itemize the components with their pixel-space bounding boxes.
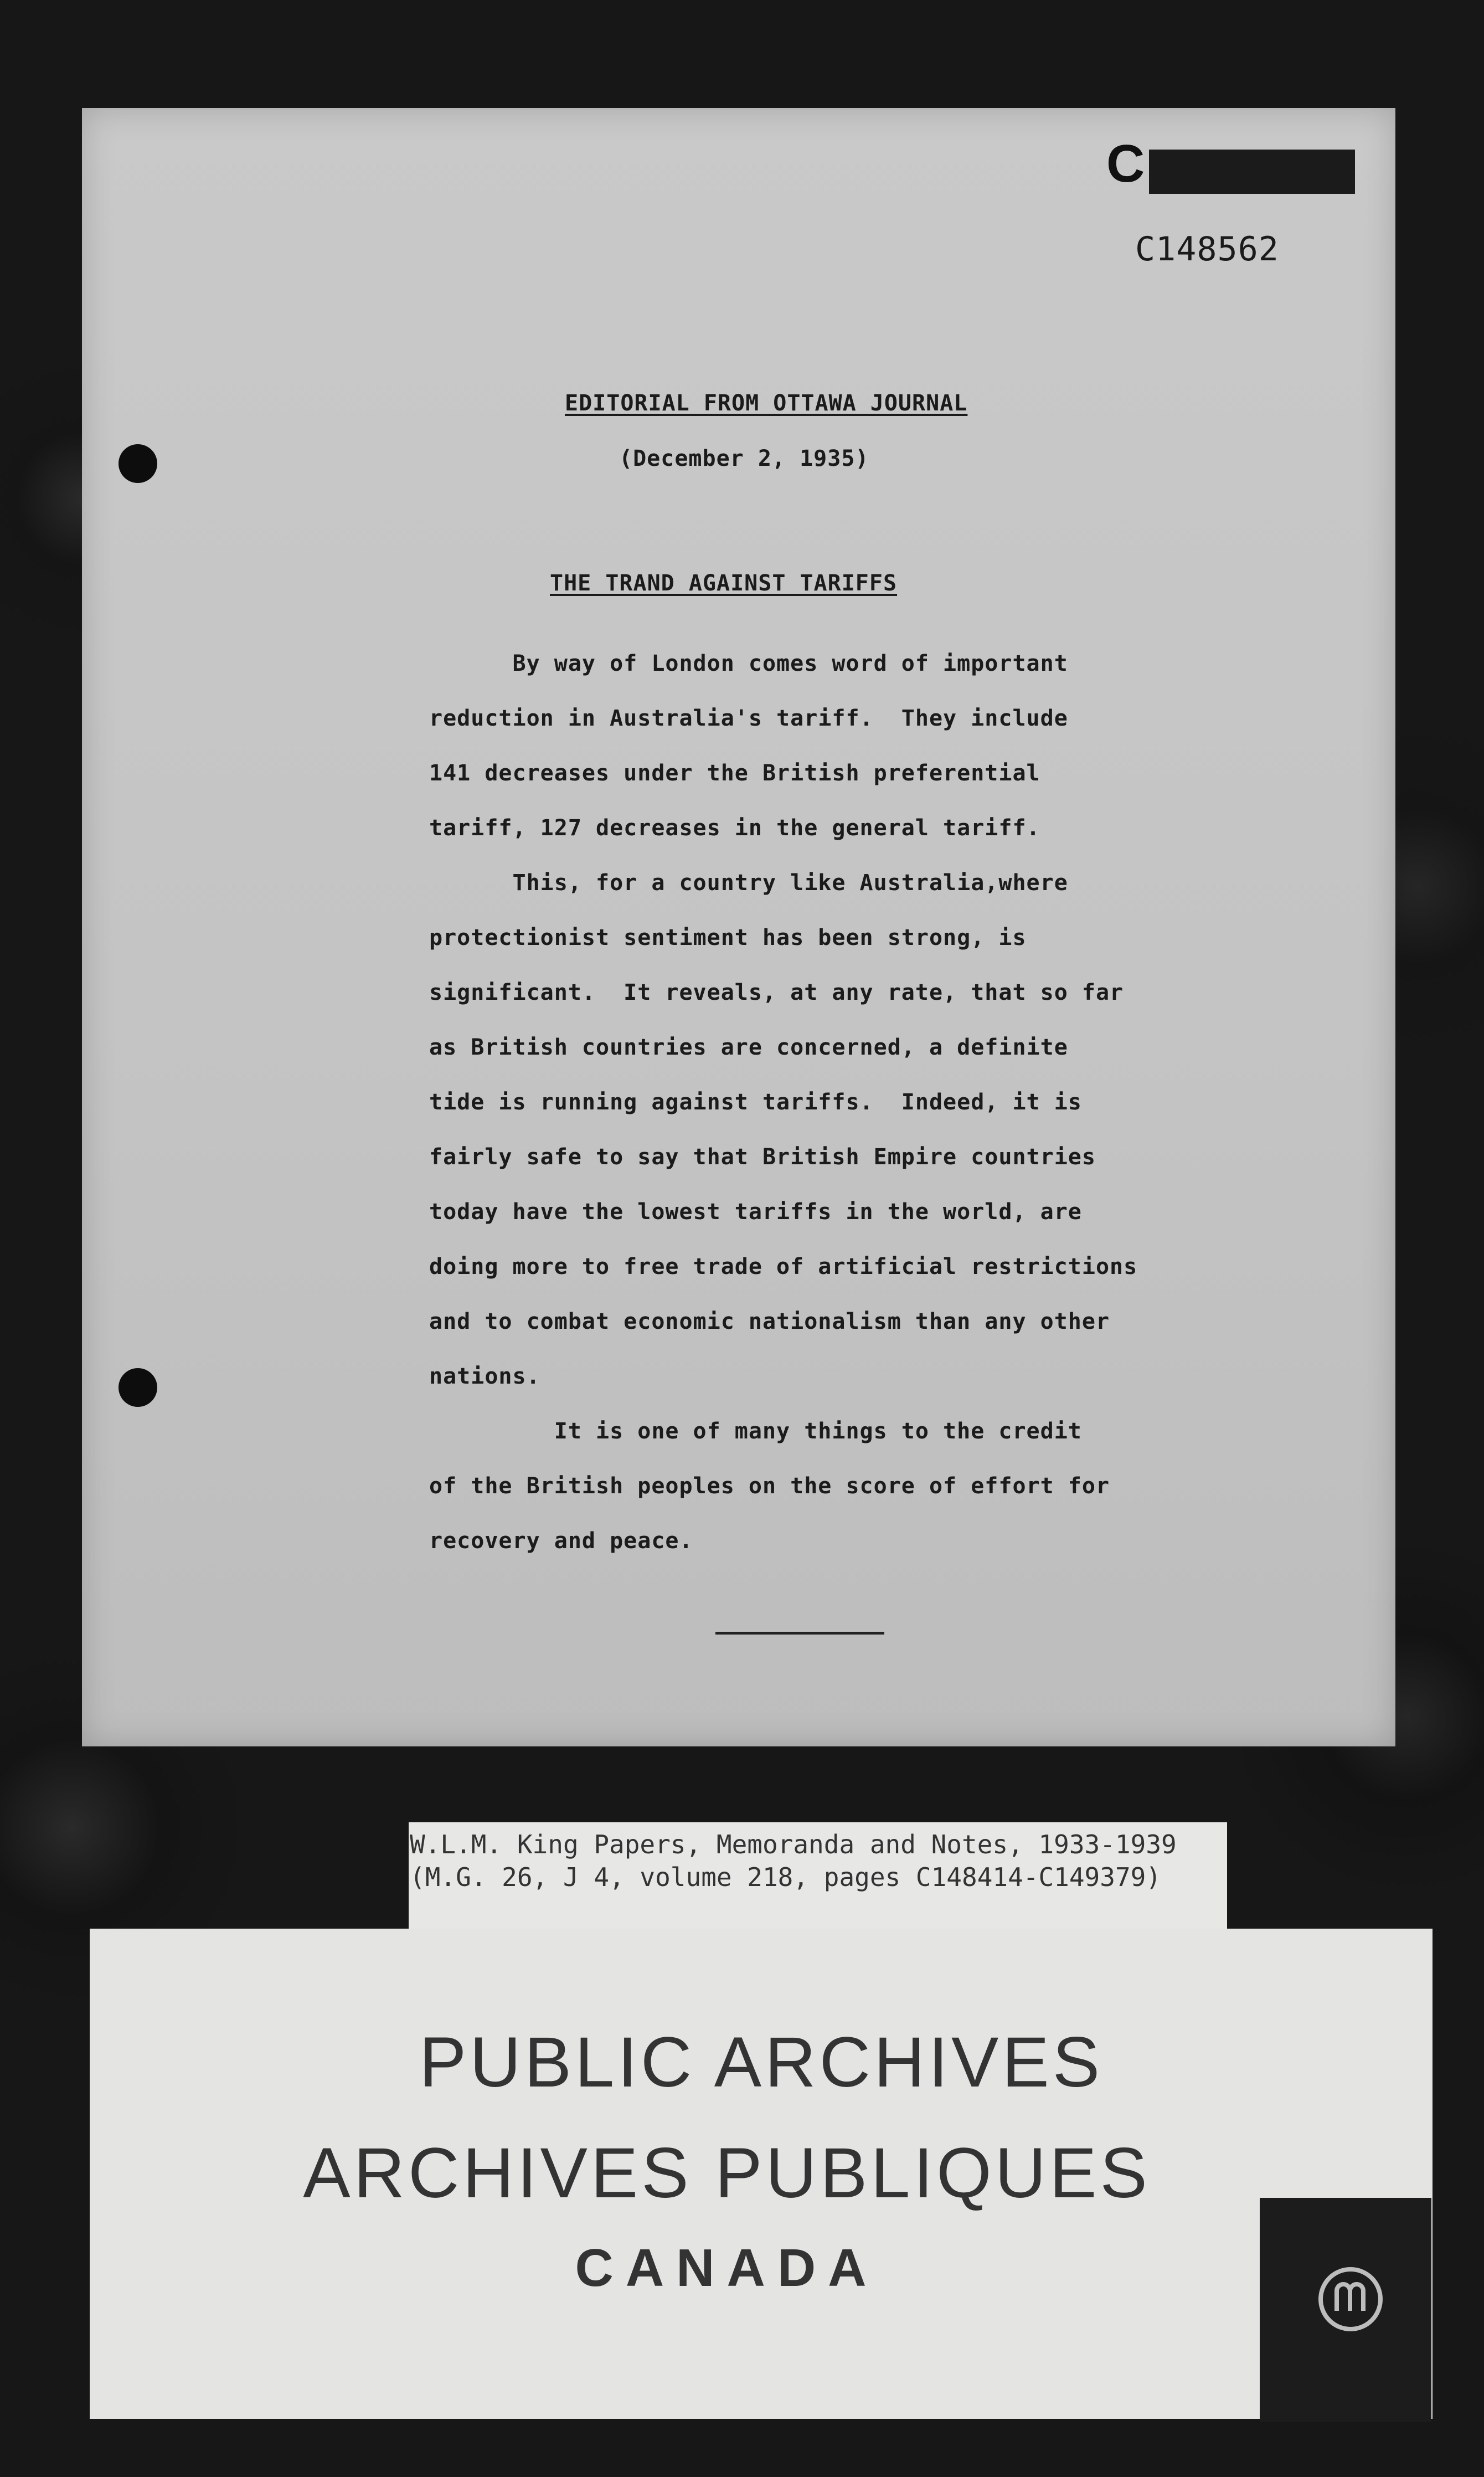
source-heading: EDITORIAL FROM OTTAWA JOURNAL (565, 390, 968, 416)
text-line: tariff, 127 decreases in the general tariff. (429, 815, 1040, 841)
archives-country: CANADA (575, 2238, 879, 2298)
archives-title-french: ARCHIVES PUBLIQUES (303, 2134, 1151, 2213)
text-line: of the British peoples on the score of effort for (429, 1473, 1110, 1499)
document-number: C148562 (1135, 230, 1279, 269)
text-line: significant. It reveals, at any rate, that so far (429, 980, 1124, 1005)
text-line: By way of London comes word of important (429, 651, 1068, 676)
text-line: doing more to free trade of artificial restrictions (429, 1254, 1138, 1279)
microfilm-label-line: (M.G. 26, J 4, volume 218, pages C148414-C149379) (410, 1862, 1162, 1892)
text-line: recovery and peace. (429, 1528, 693, 1554)
punch-hole (118, 444, 157, 483)
closing-rule (715, 1632, 884, 1635)
punch-hole (118, 1368, 157, 1407)
date-line: (December 2, 1935) (619, 446, 869, 471)
archives-logo-icon (1317, 2265, 1384, 2333)
text-line: today have the lowest tariffs in the world, are (429, 1199, 1082, 1225)
text-line: tide is running against tariffs. Indeed, it is (429, 1090, 1082, 1115)
text-line: nations. (429, 1364, 540, 1389)
text-line: protectionist sentiment has been strong, is (429, 925, 1027, 950)
text-line: as British countries are concerned, a definite (429, 1035, 1068, 1060)
text-line: This, for a country like Australia,where (429, 870, 1068, 896)
redaction-bar (1149, 150, 1355, 194)
stamp-letter: C (1106, 134, 1145, 193)
text-line: reduction in Australia's tariff. They include (429, 706, 1068, 731)
text-line: and to combat economic nationalism than any other (429, 1309, 1110, 1334)
article-title: THE TRAND AGAINST TARIFFS (550, 571, 898, 596)
microfilm-label-line: W.L.M. King Papers, Memoranda and Notes, 1933-1939 (410, 1830, 1177, 1859)
text-line: It is one of many things to the credit (429, 1419, 1082, 1444)
text-line: fairly safe to say that British Empire countries (429, 1144, 1096, 1170)
archives-title-english: PUBLIC ARCHIVES (419, 2023, 1104, 2102)
text-line: 141 decreases under the British preferential (429, 760, 1040, 786)
